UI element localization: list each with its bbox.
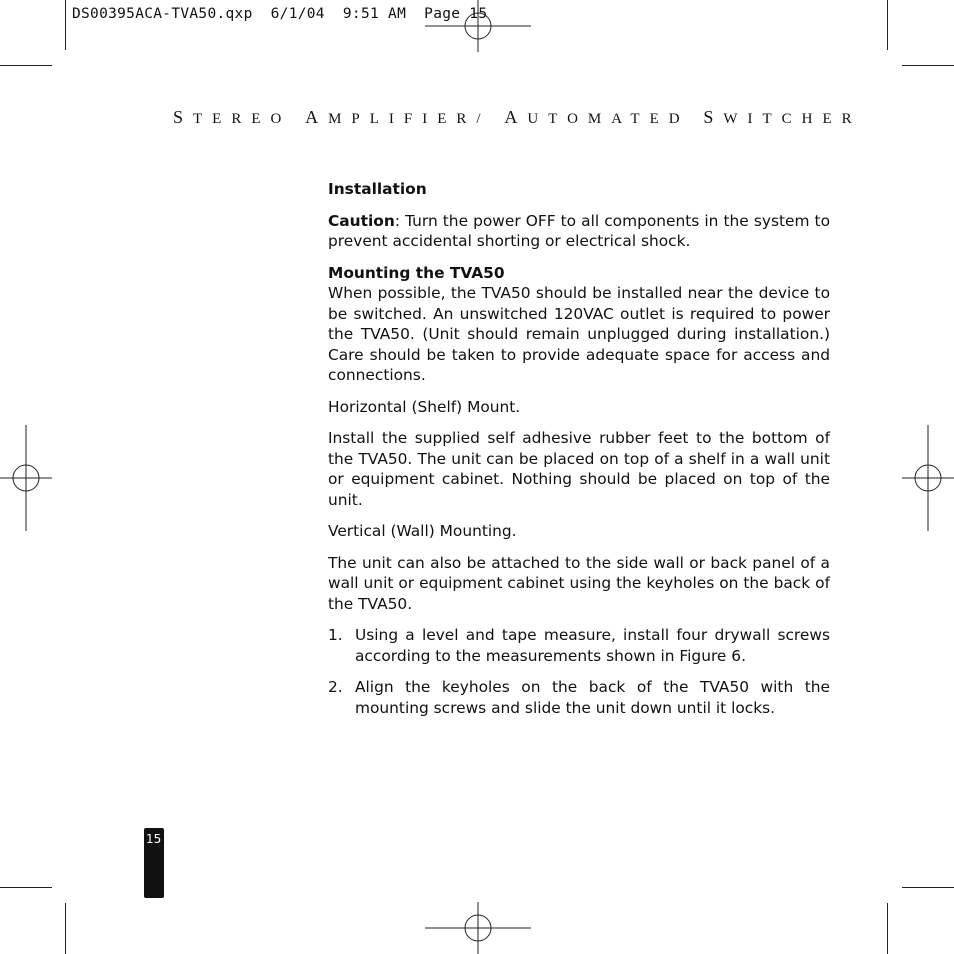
crop-mark-top-left-v bbox=[65, 0, 66, 50]
step-text: Align the keyholes on the back of the TVA50 with the mounting screws and slide the unit down until it locks. bbox=[355, 678, 830, 717]
crop-mark-top-left-h bbox=[0, 65, 52, 66]
caution-paragraph bbox=[328, 211, 830, 252]
running-head-initial: A bbox=[504, 107, 528, 127]
page-number: 15 bbox=[146, 832, 162, 846]
step-text: Using a level and tape measure, install four drywall screws according to the measurements shown in Figure 6. bbox=[355, 626, 830, 665]
vertical-mount-title: Vertical (Wall) Mounting. bbox=[328, 522, 517, 540]
running-head-word: WITCHER bbox=[723, 111, 862, 127]
running-head-word: MPLIFIER/ bbox=[328, 111, 491, 127]
list-item bbox=[328, 677, 830, 718]
registration-mark-bottom bbox=[425, 902, 531, 954]
horizontal-mount-title: Horizontal (Shelf) Mount. bbox=[328, 397, 521, 416]
crop-mark-bottom-left-h bbox=[0, 887, 52, 888]
horizontal-mount-paragraph: Install the supplied self adhesive rubber feet to the bottom of the TVA50. The unit can be placed on top of a shelf in a wall unit or equipment cabinet. Nothing should be placed on top of the unit. bbox=[328, 429, 830, 509]
running-head-initial: S bbox=[173, 107, 194, 127]
mounting-paragraph: When possible, the TVA50 should be installed near the device to be switched. An unswitched 120VAC outlet is required to power the TVA50. (Unit should remain unplugged during installation.) Care should be taken to provide adequate space for access and connections. bbox=[328, 284, 830, 384]
main-content bbox=[328, 179, 830, 729]
step-number: 2. bbox=[328, 678, 343, 696]
vertical-mount-paragraph: The unit can also be attached to the side wall or back panel of a wall unit or equipment cabinet using the keyholes on the back of the TVA50. bbox=[328, 553, 830, 613]
registration-mark-left bbox=[0, 425, 52, 531]
list-item bbox=[328, 625, 830, 666]
running-head-initial: A bbox=[305, 107, 329, 127]
section-heading-installation: Installation bbox=[328, 180, 427, 198]
crop-mark-bottom-left-v bbox=[65, 903, 66, 954]
running-head-word: UTOMATED bbox=[527, 111, 690, 127]
running-head-initial: S bbox=[703, 107, 724, 127]
running-head-word: TEREO bbox=[193, 111, 292, 127]
caution-label: Caution bbox=[328, 211, 395, 230]
slug-line: DS00395ACA-TVA50.qxp 6/1/04 9:51 AM Page 15 bbox=[72, 6, 488, 22]
steps-list bbox=[328, 625, 830, 718]
running-head bbox=[173, 107, 862, 128]
step-number: 1. bbox=[328, 626, 343, 644]
page-number-tab bbox=[144, 828, 164, 898]
registration-mark-right bbox=[902, 425, 954, 531]
crop-mark-bottom-right-h bbox=[902, 887, 954, 888]
registration-mark-top bbox=[425, 0, 531, 52]
caution-text: : Turn the power OFF to all components in the system to prevent accidental shorting or electrical shock. bbox=[328, 211, 830, 250]
section-heading-mounting: Mounting the TVA50 bbox=[328, 263, 505, 282]
crop-mark-top-right-h bbox=[902, 65, 954, 66]
crop-mark-bottom-right-v bbox=[887, 903, 888, 954]
crop-mark-top-right-v bbox=[887, 0, 888, 50]
